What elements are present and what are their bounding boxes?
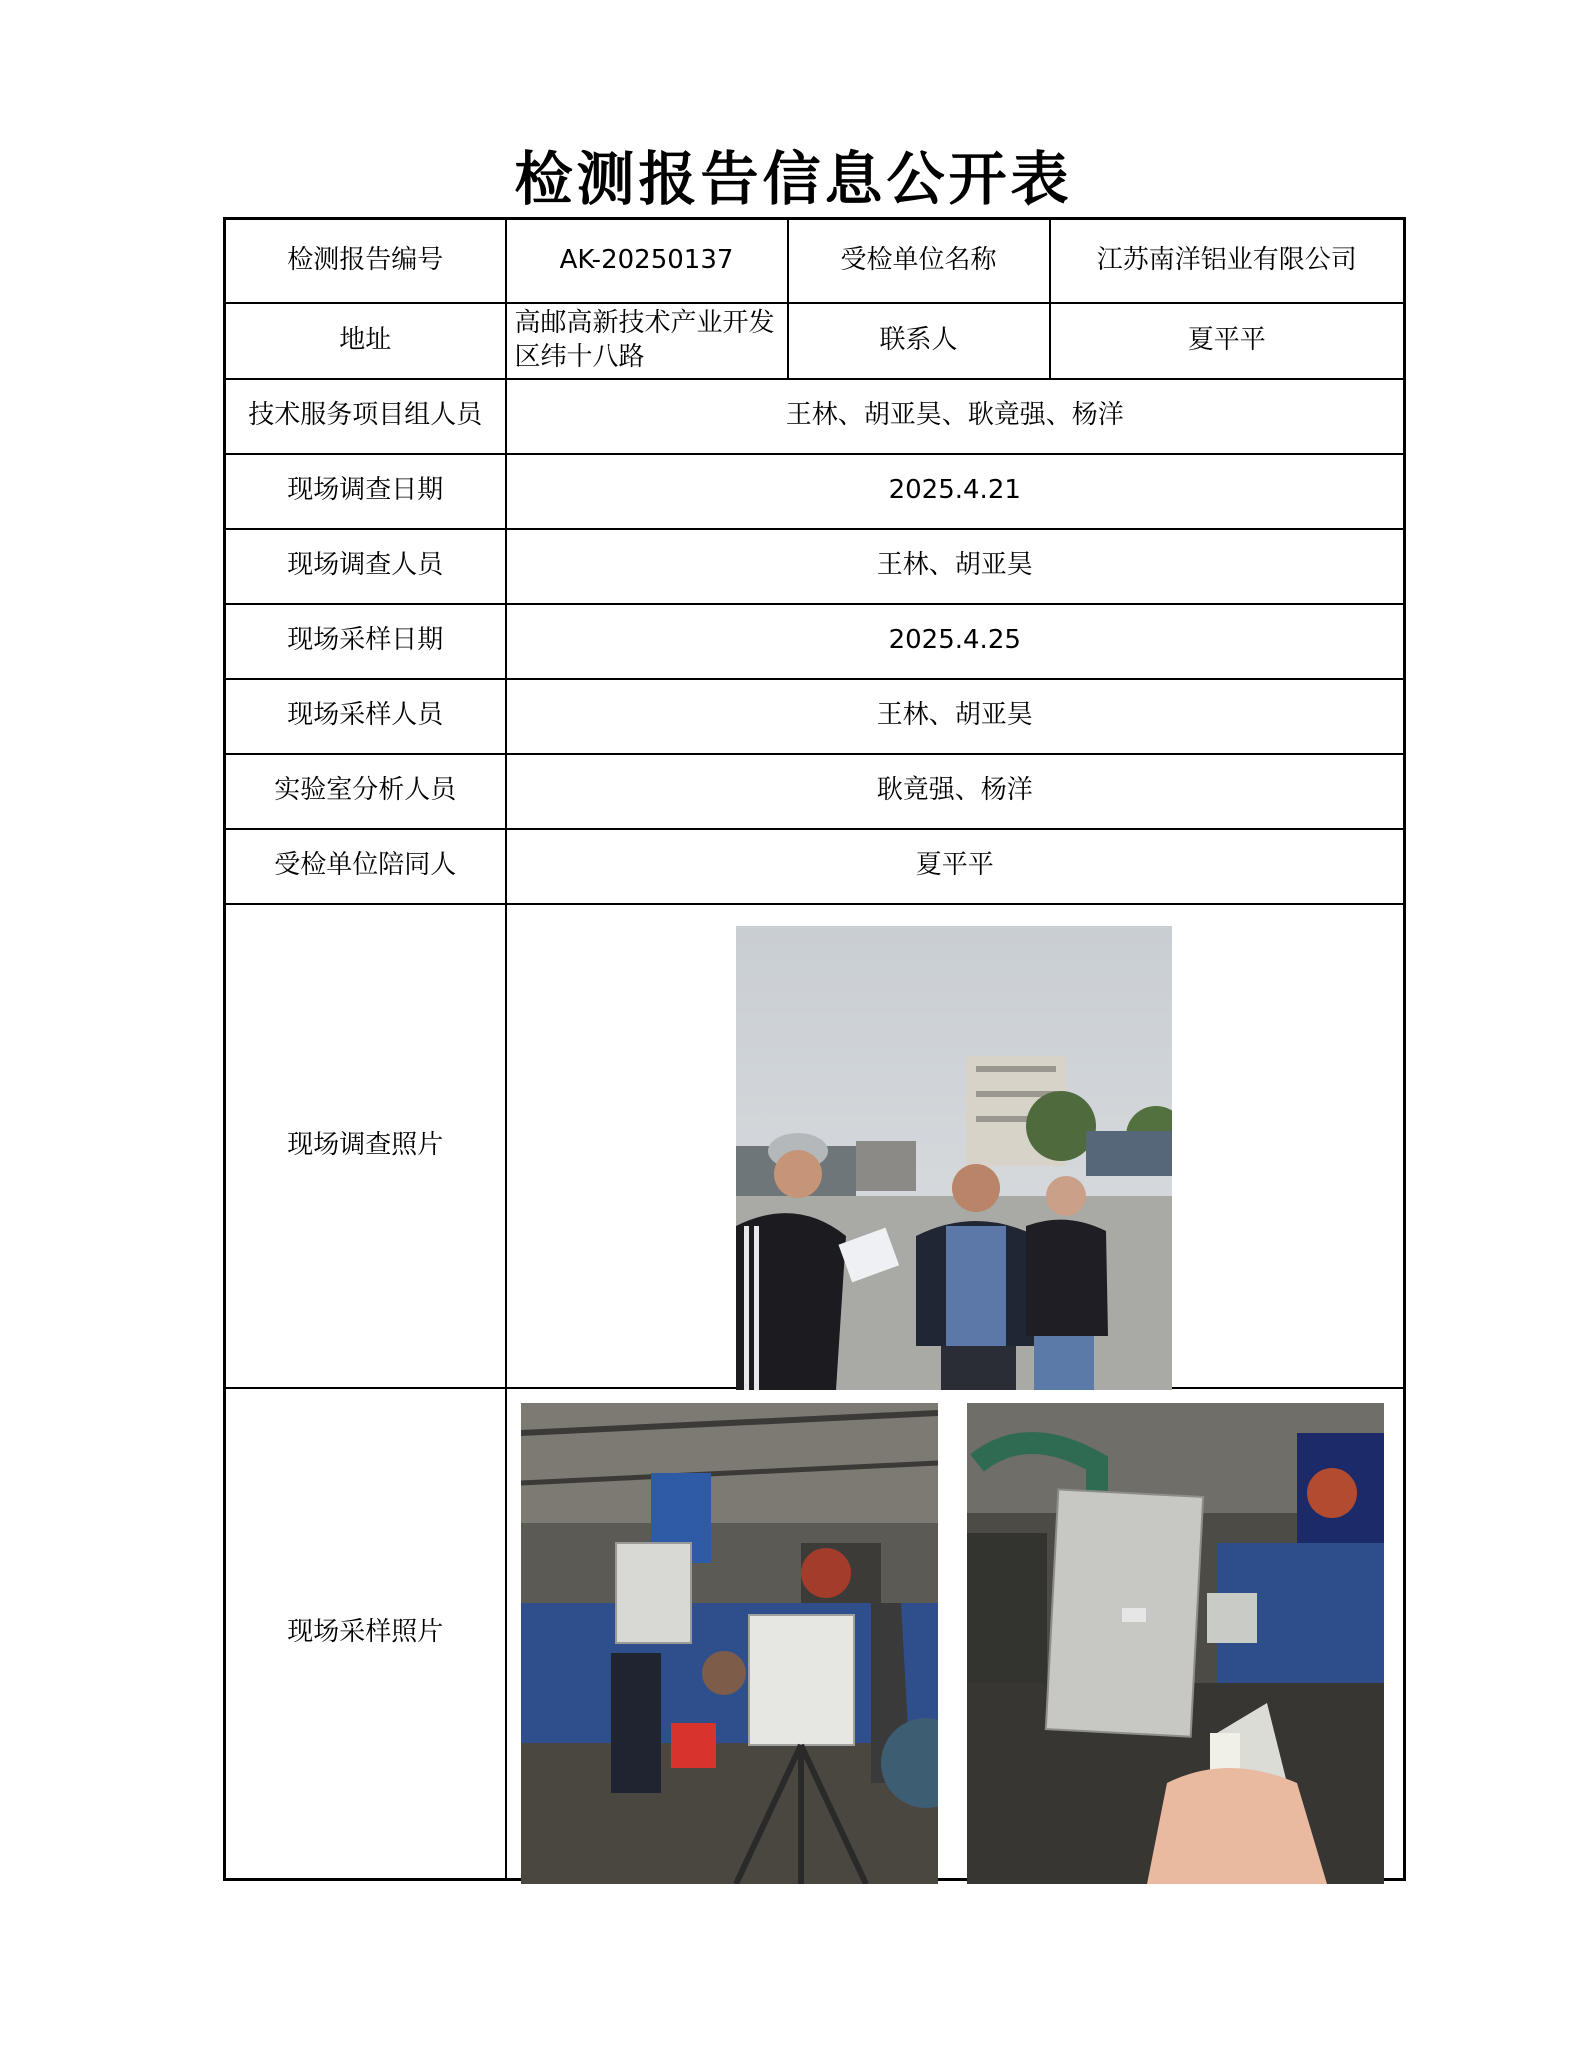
contact-label: 联系人 (788, 303, 1050, 379)
survey-photo-label: 现场调查照片 (225, 904, 506, 1388)
sampling-date-value: 2025.4.25 (506, 604, 1405, 679)
sampling-photo-1 (521, 1403, 938, 1884)
inspected-unit-label: 受检单位名称 (788, 219, 1050, 303)
sampling-photo-2 (967, 1403, 1384, 1884)
table-row (225, 829, 1405, 904)
project-team-label: 技术服务项目组人员 (225, 379, 506, 454)
table-row (225, 379, 1405, 454)
address-value: 高邮高新技术产业开发区纬十八路 (506, 303, 788, 379)
sampling-date-label: 现场采样日期 (225, 604, 506, 679)
survey-staff-value: 王林、胡亚昊 (506, 529, 1405, 604)
escort-value: 夏平平 (506, 829, 1405, 904)
lab-staff-label: 实验室分析人员 (225, 754, 506, 829)
sampling-photo-label: 现场采样照片 (225, 1388, 506, 1880)
sampling-staff-value: 王林、胡亚昊 (506, 679, 1405, 754)
table-row (225, 604, 1405, 679)
report-number-value: AK-20250137 (506, 219, 788, 303)
survey-staff-label: 现场调查人员 (225, 529, 506, 604)
project-team-value: 王林、胡亚昊、耿竟强、杨洋 (506, 379, 1405, 454)
page-title: 检测报告信息公开表 (514, 145, 1073, 213)
table-row (225, 754, 1405, 829)
address-label: 地址 (225, 303, 506, 379)
survey-date-value: 2025.4.21 (506, 454, 1405, 529)
table-row (225, 679, 1405, 754)
contact-value: 夏平平 (1050, 303, 1405, 379)
table-row (225, 303, 1405, 379)
sampling-staff-label: 现场采样人员 (225, 679, 506, 754)
table-row (225, 529, 1405, 604)
table-row (225, 219, 1405, 303)
escort-label: 受检单位陪同人 (225, 829, 506, 904)
survey-photo (736, 926, 1172, 1390)
report-number-label: 检测报告编号 (225, 219, 506, 303)
survey-date-label: 现场调查日期 (225, 454, 506, 529)
table-row (225, 454, 1405, 529)
inspected-unit-value: 江苏南洋铝业有限公司 (1050, 219, 1405, 303)
lab-staff-value: 耿竟强、杨洋 (506, 754, 1405, 829)
